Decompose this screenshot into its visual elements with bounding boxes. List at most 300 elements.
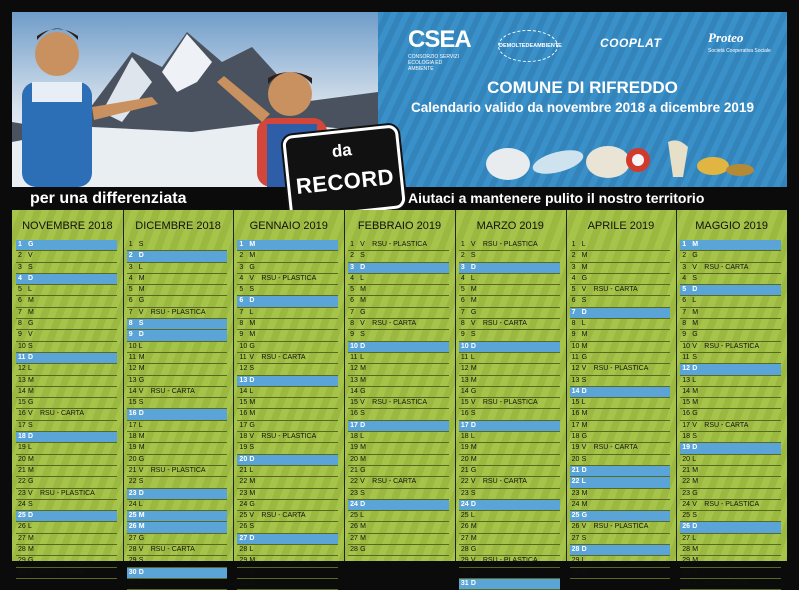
weekday-letter: M [692, 466, 699, 474]
weekday-letter: L [581, 241, 586, 248]
weekday-letter: M [692, 241, 699, 248]
day-row [459, 556, 560, 567]
day-number: 7 [682, 308, 687, 316]
day-number: 19 [682, 444, 691, 452]
weekday-letter: M [28, 376, 34, 384]
weekday-letter: M [249, 320, 256, 328]
day-number: 12 [460, 365, 469, 373]
weekday-letter: M [692, 478, 699, 486]
weekday-letter: S [581, 376, 587, 384]
day-row [570, 556, 671, 567]
day-number: 30 [571, 568, 580, 576]
day-number: 28 [682, 546, 691, 554]
weekday-letter: V [249, 433, 255, 441]
weekday-letter: S [249, 444, 255, 452]
day-row [570, 353, 671, 364]
day-number: 15 [571, 399, 580, 407]
weekday-letter: D [692, 286, 698, 294]
day-number: 9 [350, 331, 355, 339]
day-number: 4 [18, 274, 22, 282]
weekday-letter: L [581, 399, 586, 407]
day-number: 13 [460, 376, 469, 384]
day-row [127, 500, 228, 511]
weekday-letter: L [470, 353, 475, 361]
day-row [348, 477, 449, 488]
collection-calendar [12, 210, 787, 587]
day-row [680, 263, 781, 274]
collection-note: RSU - CARTA [482, 478, 527, 486]
day-number: 5 [682, 286, 687, 294]
month-name: APRILE 2019 [587, 220, 655, 232]
day-row [348, 285, 449, 296]
weekday-letter: G [360, 466, 366, 474]
day-number: 6 [571, 297, 576, 305]
weekday-letter: M [28, 466, 34, 474]
day-number: 12 [128, 365, 137, 373]
day-number: 29 [682, 557, 691, 565]
day-number: 23 [128, 489, 137, 497]
day-row [348, 455, 449, 466]
day-row [348, 432, 449, 443]
weekday-letter: D [249, 455, 255, 463]
weekday-letter: S [360, 489, 365, 497]
day-number: 11 [18, 353, 26, 361]
day-number: 15 [682, 399, 691, 407]
weekday-letter: D [138, 410, 144, 418]
weekday-letter: V [470, 241, 476, 248]
day-number: 3 [460, 263, 465, 271]
day-number: 21 [682, 466, 691, 474]
day-number: 24 [239, 500, 248, 508]
weekday-letter: M [581, 421, 588, 429]
day-number: 15 [128, 399, 137, 407]
day-row [459, 296, 560, 307]
day-row [459, 477, 560, 488]
day-row [570, 240, 671, 251]
weekday-letter: S [28, 500, 33, 508]
collection-note: RSU - PLASTICA [593, 523, 649, 531]
day-number: 14 [571, 387, 580, 395]
day-number: 20 [350, 455, 358, 463]
weekday-letter: D [360, 500, 366, 508]
day-row [16, 477, 117, 488]
day-row [459, 534, 560, 545]
weekday-letter: M [360, 455, 366, 463]
csea-logo: CSEA [408, 26, 471, 53]
weekday-letter: M [249, 489, 256, 497]
day-row-holiday [237, 534, 338, 545]
day-row [570, 489, 671, 500]
day-row [127, 579, 228, 590]
day-number: 1 [682, 241, 687, 248]
weekday-letter: V [138, 308, 144, 316]
day-row [680, 308, 781, 319]
weekday-letter: L [138, 579, 143, 587]
day-number: 11 [571, 353, 579, 361]
weekday-letter: M [138, 286, 145, 294]
day-number: 10 [571, 342, 580, 350]
weekday-letter: G [28, 399, 34, 407]
weekday-letter: M [28, 455, 34, 463]
day-row [237, 319, 338, 330]
day-row [348, 240, 449, 251]
day-number: 20 [571, 455, 580, 463]
day-row [459, 319, 560, 330]
weekday-letter: L [28, 523, 32, 531]
day-number: 2 [128, 252, 133, 260]
weekday-letter: L [470, 433, 475, 441]
day-row [459, 443, 560, 454]
weekday-letter: M [138, 512, 145, 520]
day-row [237, 274, 338, 285]
day-row-holiday [459, 579, 560, 590]
weekday-letter: G [249, 263, 255, 271]
day-number: 24 [18, 500, 26, 508]
day-row [127, 285, 228, 296]
day-number: 31 [239, 579, 248, 587]
day-row-holiday [459, 263, 560, 274]
day-row [237, 353, 338, 364]
weekday-letter: M [249, 252, 256, 260]
day-number: 24 [350, 500, 358, 508]
day-row-holiday [348, 263, 449, 274]
day-number: 18 [18, 433, 26, 441]
day-row [459, 387, 560, 398]
day-row-holiday [16, 511, 117, 522]
weekday-letter: M [249, 568, 256, 576]
day-row [570, 455, 671, 466]
day-row-holiday [237, 376, 338, 387]
day-number: 19 [18, 444, 26, 452]
day-row-holiday [127, 568, 228, 579]
day-number: 30 [460, 568, 469, 576]
weekday-letter: L [249, 308, 254, 316]
weekday-letter: S [581, 455, 587, 463]
month-name: MAGGIO 2019 [695, 220, 769, 232]
day-row [127, 364, 228, 375]
day-number: 28 [18, 546, 26, 554]
day-number: 14 [460, 387, 469, 395]
day-number: 17 [571, 421, 580, 429]
day-row [237, 387, 338, 398]
day-row [16, 387, 117, 398]
day-row-holiday [570, 511, 671, 522]
day-number: 25 [350, 512, 358, 520]
day-row [459, 568, 560, 579]
page-title: COMUNE DI RIFREDDO [487, 78, 678, 97]
weekday-letter: V [360, 478, 365, 486]
collection-note: RSU - CARTA [261, 353, 306, 361]
day-row [237, 489, 338, 500]
day-number: 16 [682, 410, 691, 418]
day-number: 23 [350, 489, 358, 497]
weekday-letter: G [470, 546, 477, 554]
day-row [348, 511, 449, 522]
day-number: 30 [18, 568, 26, 576]
day-number: 30 [682, 568, 691, 576]
day-row [16, 364, 117, 375]
day-row [348, 376, 449, 387]
weekday-letter: M [138, 444, 145, 452]
day-row [16, 376, 117, 387]
day-number: 12 [350, 365, 358, 373]
day-row [237, 421, 338, 432]
day-row [459, 364, 560, 375]
collection-note: RSU - CARTA [593, 286, 638, 294]
day-number: 27 [18, 534, 26, 542]
weekday-letter: M [470, 365, 477, 373]
collection-note: RSU - CARTA [704, 421, 749, 429]
weekday-letter: M [138, 523, 145, 531]
weekday-letter: S [249, 286, 255, 294]
collection-note: RSU - PLASTICA [482, 399, 538, 407]
day-number: 6 [128, 297, 133, 305]
day-number: 25 [18, 512, 26, 520]
day-number: 25 [460, 512, 469, 520]
day-number: 13 [682, 376, 691, 384]
weekday-letter: V [692, 263, 697, 271]
day-row [237, 330, 338, 341]
day-number: 6 [350, 297, 355, 305]
day-row [680, 409, 781, 420]
day-number: 18 [571, 433, 580, 441]
day-row [127, 376, 228, 387]
collection-note: RSU - PLASTICA [261, 433, 317, 441]
day-row [680, 319, 781, 330]
day-number: 8 [350, 320, 355, 328]
day-number: 30 [128, 568, 137, 576]
weekday-letter: M [470, 286, 477, 294]
day-number: 27 [128, 534, 137, 542]
day-number: 3 [18, 263, 22, 271]
day-row-holiday [16, 240, 117, 251]
day-row [127, 263, 228, 274]
day-row [16, 330, 117, 341]
day-number: 13 [128, 376, 137, 384]
day-row [348, 330, 449, 341]
day-number: 1 [239, 241, 244, 248]
collection-note: RSU - PLASTICA [40, 489, 95, 497]
day-list [348, 240, 449, 556]
sponsor-logos [378, 26, 787, 70]
collection-note: RSU - CARTA [593, 444, 638, 452]
weekday-letter: L [28, 365, 32, 373]
day-number: 10 [18, 342, 26, 350]
weekday-letter: L [692, 376, 697, 384]
day-list [680, 240, 781, 590]
day-number: 13 [18, 376, 26, 384]
day-row [680, 296, 781, 307]
day-number: 7 [571, 308, 576, 316]
day-number: 17 [18, 421, 26, 429]
day-row [459, 330, 560, 341]
day-number: 22 [571, 478, 580, 486]
weekday-letter: M [470, 297, 477, 305]
weekday-letter: D [138, 489, 144, 497]
weekday-letter: D [360, 421, 366, 429]
day-row [459, 522, 560, 533]
day-row [680, 579, 781, 590]
weekday-letter: M [249, 399, 256, 407]
weekday-letter: D [581, 387, 587, 395]
weekday-letter: V [249, 274, 255, 282]
day-number: 5 [18, 286, 22, 294]
weekday-letter: G [692, 568, 698, 576]
day-number: 20 [128, 455, 137, 463]
day-row-holiday [127, 330, 228, 341]
day-row [680, 477, 781, 488]
day-row [237, 409, 338, 420]
weekday-letter: V [28, 568, 33, 576]
day-row [127, 432, 228, 443]
day-number: 13 [239, 376, 248, 384]
day-row [680, 251, 781, 262]
weekday-letter: M [138, 274, 145, 282]
day-row [459, 274, 560, 285]
day-row [570, 342, 671, 353]
weekday-letter: M [138, 353, 145, 361]
day-number: 16 [460, 410, 469, 418]
day-row [237, 545, 338, 556]
weekday-letter: M [581, 331, 588, 339]
day-number: 1 [18, 241, 22, 248]
weekday-letter: S [692, 433, 697, 441]
weekday-letter: D [28, 433, 34, 441]
day-number: 7 [350, 308, 355, 316]
day-number: 27 [460, 534, 469, 542]
weekday-letter: S [470, 331, 476, 339]
day-number: 29 [571, 557, 580, 565]
day-number: 24 [460, 500, 469, 508]
weekday-letter: G [692, 410, 698, 418]
day-row [680, 455, 781, 466]
weekday-letter: L [138, 342, 143, 350]
day-row [570, 251, 671, 262]
day-row [680, 353, 781, 364]
weekday-letter: M [581, 500, 588, 508]
day-row [348, 308, 449, 319]
weekday-letter: V [692, 579, 697, 587]
collection-note: RSU - PLASTICA [704, 342, 760, 350]
day-row [680, 511, 781, 522]
weekday-letter: V [692, 342, 697, 350]
day-number: 26 [128, 523, 137, 531]
day-number: 19 [239, 444, 248, 452]
collection-note: RSU - PLASTICA [150, 308, 206, 316]
weekday-letter: M [581, 410, 588, 418]
day-number: 13 [571, 376, 580, 384]
day-number: 10 [350, 342, 358, 350]
weekday-letter: G [138, 534, 145, 542]
weekday-letter: L [692, 297, 697, 305]
day-row [237, 398, 338, 409]
collection-note: RSU - CARTA [261, 512, 306, 520]
day-number: 25 [239, 512, 248, 520]
weekday-letter: L [470, 274, 475, 282]
day-number: 30 [239, 568, 248, 576]
weekday-letter: M [249, 331, 256, 339]
day-number: 20 [460, 455, 469, 463]
weekday-letter: V [692, 500, 697, 508]
weekday-letter: G [249, 342, 255, 350]
collection-note: RSU - PLASTICA [482, 241, 538, 248]
weekday-letter: M [249, 241, 256, 248]
day-number: 2 [350, 252, 355, 260]
weekday-letter: D [138, 331, 144, 339]
day-number: 7 [239, 308, 244, 316]
day-list [127, 240, 228, 590]
day-row-holiday [127, 319, 228, 330]
day-number: 16 [18, 410, 26, 418]
day-number: 26 [571, 523, 580, 531]
day-row [16, 443, 117, 454]
day-row [127, 274, 228, 285]
weekday-letter: S [138, 478, 144, 486]
day-number: 14 [128, 387, 137, 395]
day-row [459, 398, 560, 409]
day-number: 6 [18, 297, 22, 305]
weekday-letter: M [470, 534, 477, 542]
weekday-letter: V [138, 387, 144, 395]
weekday-letter: G [249, 421, 255, 429]
weekday-letter: L [581, 557, 586, 565]
day-row-holiday [570, 308, 671, 319]
day-number: 5 [350, 286, 355, 294]
day-row [680, 534, 781, 545]
weekday-letter: V [692, 421, 697, 429]
day-number: 2 [571, 252, 576, 260]
day-number: 22 [128, 478, 137, 486]
month-column [344, 210, 456, 561]
weekday-letter: S [692, 512, 697, 520]
weekday-letter: L [360, 512, 365, 520]
collection-note: RSU - CARTA [150, 387, 195, 395]
slogan-right: Aiutaci a mantenere pulito il nostro territorio [408, 190, 705, 206]
collection-note: RSU - CARTA [40, 410, 85, 418]
weekday-letter: D [249, 376, 255, 384]
day-row [348, 251, 449, 262]
day-row [680, 466, 781, 477]
day-row [127, 387, 228, 398]
day-row [237, 432, 338, 443]
day-number: 29 [460, 557, 469, 565]
day-row [459, 489, 560, 500]
collection-note: RSU - CARTA [372, 478, 417, 486]
day-row [680, 489, 781, 500]
day-row [459, 251, 560, 262]
day-number: 27 [239, 534, 248, 542]
day-number: 4 [460, 274, 465, 282]
day-number: 24 [682, 500, 691, 508]
day-number: 22 [682, 478, 691, 486]
weekday-letter: V [249, 512, 255, 520]
weekday-letter: M [470, 455, 477, 463]
day-row [348, 489, 449, 500]
weekday-letter: G [360, 387, 366, 395]
weekday-letter: L [28, 286, 32, 294]
day-number: 28 [350, 546, 358, 554]
weekday-letter: S [28, 421, 33, 429]
day-row [570, 409, 671, 420]
weekday-letter: G [28, 241, 34, 248]
day-row [16, 545, 117, 556]
day-number: 2 [18, 252, 22, 260]
weekday-letter: G [692, 489, 698, 497]
weekday-letter: L [581, 320, 586, 328]
day-row [16, 308, 117, 319]
collection-note: RSU - PLASTICA [482, 557, 538, 565]
day-number: 18 [239, 433, 248, 441]
